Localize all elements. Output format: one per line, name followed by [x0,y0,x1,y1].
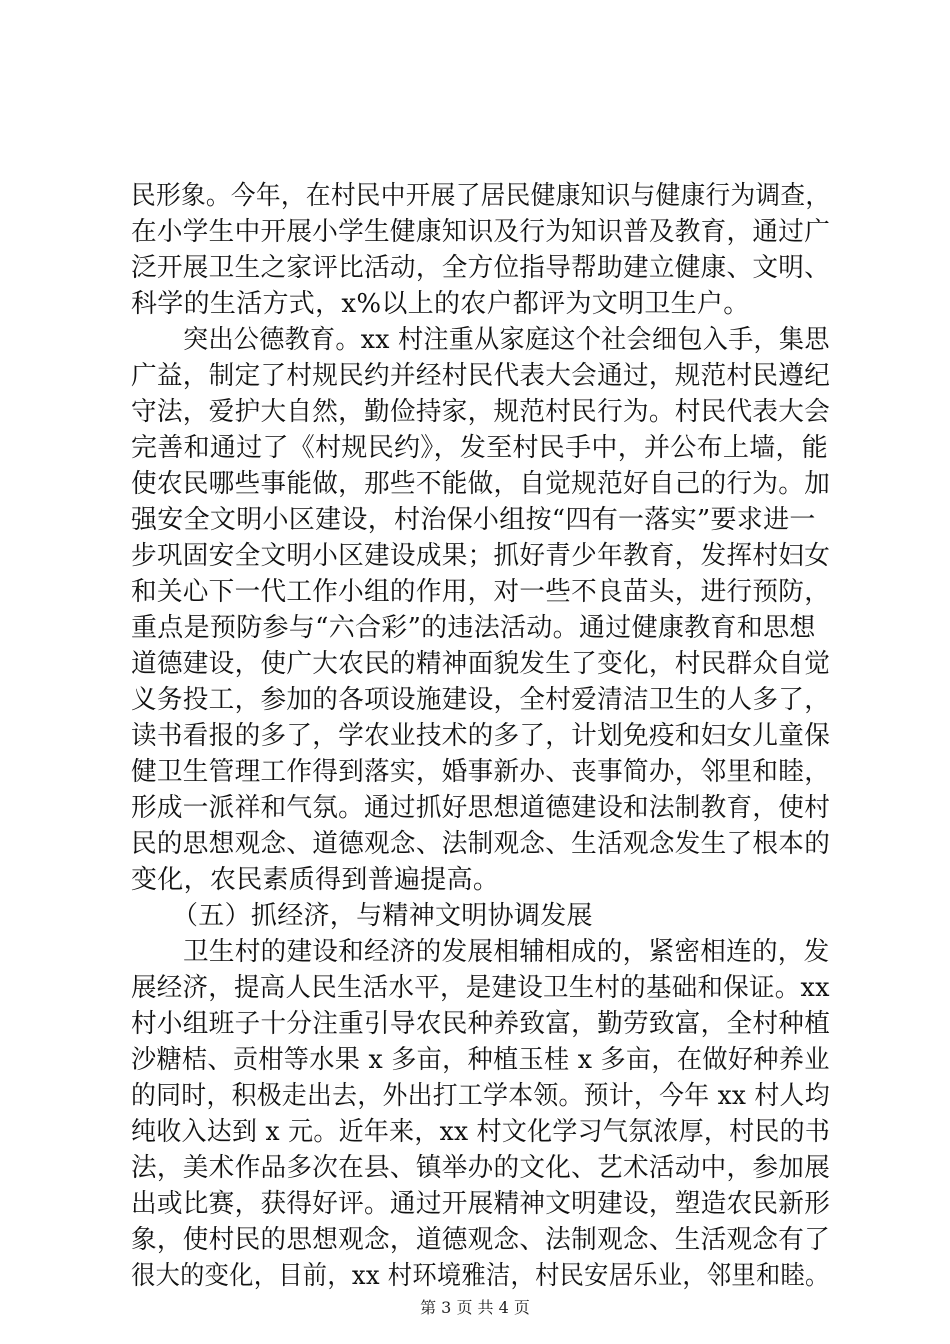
text-line: 泛开展卫生之家评比活动，全方位指导帮助建立健康、文明、 [131,253,831,283]
text-line: 使农民哪些事能做，那些不能做，自觉规范好自己的行为。加 [131,469,831,499]
text-line: 村小组班子十分注重引导农民种养致富，勤劳致富，全村种植 [131,1009,831,1039]
text-line: 出或比赛，获得好评。通过开展精神文明建设，塑造农民新形 [131,1189,831,1219]
text-line: 健卫生管理工作得到落实，婚事新办、丧事简办，邻里和睦， [131,757,831,787]
text-line: 道德建设，使广大农民的精神面貌发生了变化，村民群众自觉 [131,649,831,679]
text-line: 突出公德教育。xx 村注重从家庭这个社会细包入手，集思 [183,325,830,355]
text-line: 形成一派祥和气氛。通过抓好思想道德建设和法制教育，使村 [131,793,831,823]
text-line: 象，使村民的思想观念，道德观念、法制观念、生活观念有了 [131,1225,831,1255]
text-line: 强安全文明小区建设，村治保小组按“四有一落实”要求进一 [131,505,816,535]
text-line: 卫生村的建设和经济的发展相辅相成的，紧密相连的，发 [183,937,830,967]
page-number-footer: 第 3 页 共 4 页 [420,1298,530,1317]
text-line: 展经济，提高人民生活水平，是建设卫生村的基础和保证。xx [131,973,830,1003]
text-line: 在小学生中开展小学生健康知识及行为知识普及教育，通过广 [131,217,831,247]
text-line: 的同时，积极走出去，外出打工学本领。预计，今年 xx 村人均 [131,1081,830,1111]
text-line: 广益，制定了村规民约并经村民代表大会通过，规范村民遵纪 [131,361,831,391]
text-line: 法，美术作品多次在县、镇举办的文化、艺术活动中，参加展 [131,1153,831,1183]
text-line: 重点是预防参与“六合彩”的违法活动。通过健康教育和思想 [131,613,816,643]
section-heading: （五）抓经济，与精神文明协调发展 [172,901,593,931]
text-line: 沙糖桔、贡柑等水果 x 多亩，种植玉桂 x 多亩，在做好种养业 [131,1045,830,1075]
text-line: 完善和通过了《村规民约》，发至村民手中，并公布上墙，能 [131,433,829,463]
text-line: 和关心下一代工作小组的作用，对一些不良苗头，进行预防， [131,577,831,607]
text-line: 民形象。今年，在村民中开展了居民健康知识与健康行为调查， [131,181,831,211]
text-line: 民的思想观念、道德观念、法制观念、生活观念发生了根本的 [131,829,831,859]
text-line: 步巩固安全文明小区建设成果；抓好青少年教育，发挥村妇女 [131,541,831,571]
text-line: 读书看报的多了，学农业技术的多了，计划免疫和妇女儿童保 [131,721,831,751]
text-line: 纯收入达到 x 元。近年来，xx 村文化学习气氛浓厚，村民的书 [131,1117,831,1147]
text-line: 很大的变化，目前，xx 村环境雅洁，村民安居乐业，邻里和睦。 [131,1261,830,1291]
text-line: 科学的生活方式，x%以上的农户都评为文明卫生户。 [131,289,750,319]
text-line: 守法，爱护大自然，勤俭持家，规范村民行为。村民代表大会 [131,397,831,427]
text-line: 义务投工，参加的各项设施建设，全村爱清洁卫生的人多了， [131,685,831,715]
text-line: 变化，农民素质得到普遍提高。 [131,865,500,895]
